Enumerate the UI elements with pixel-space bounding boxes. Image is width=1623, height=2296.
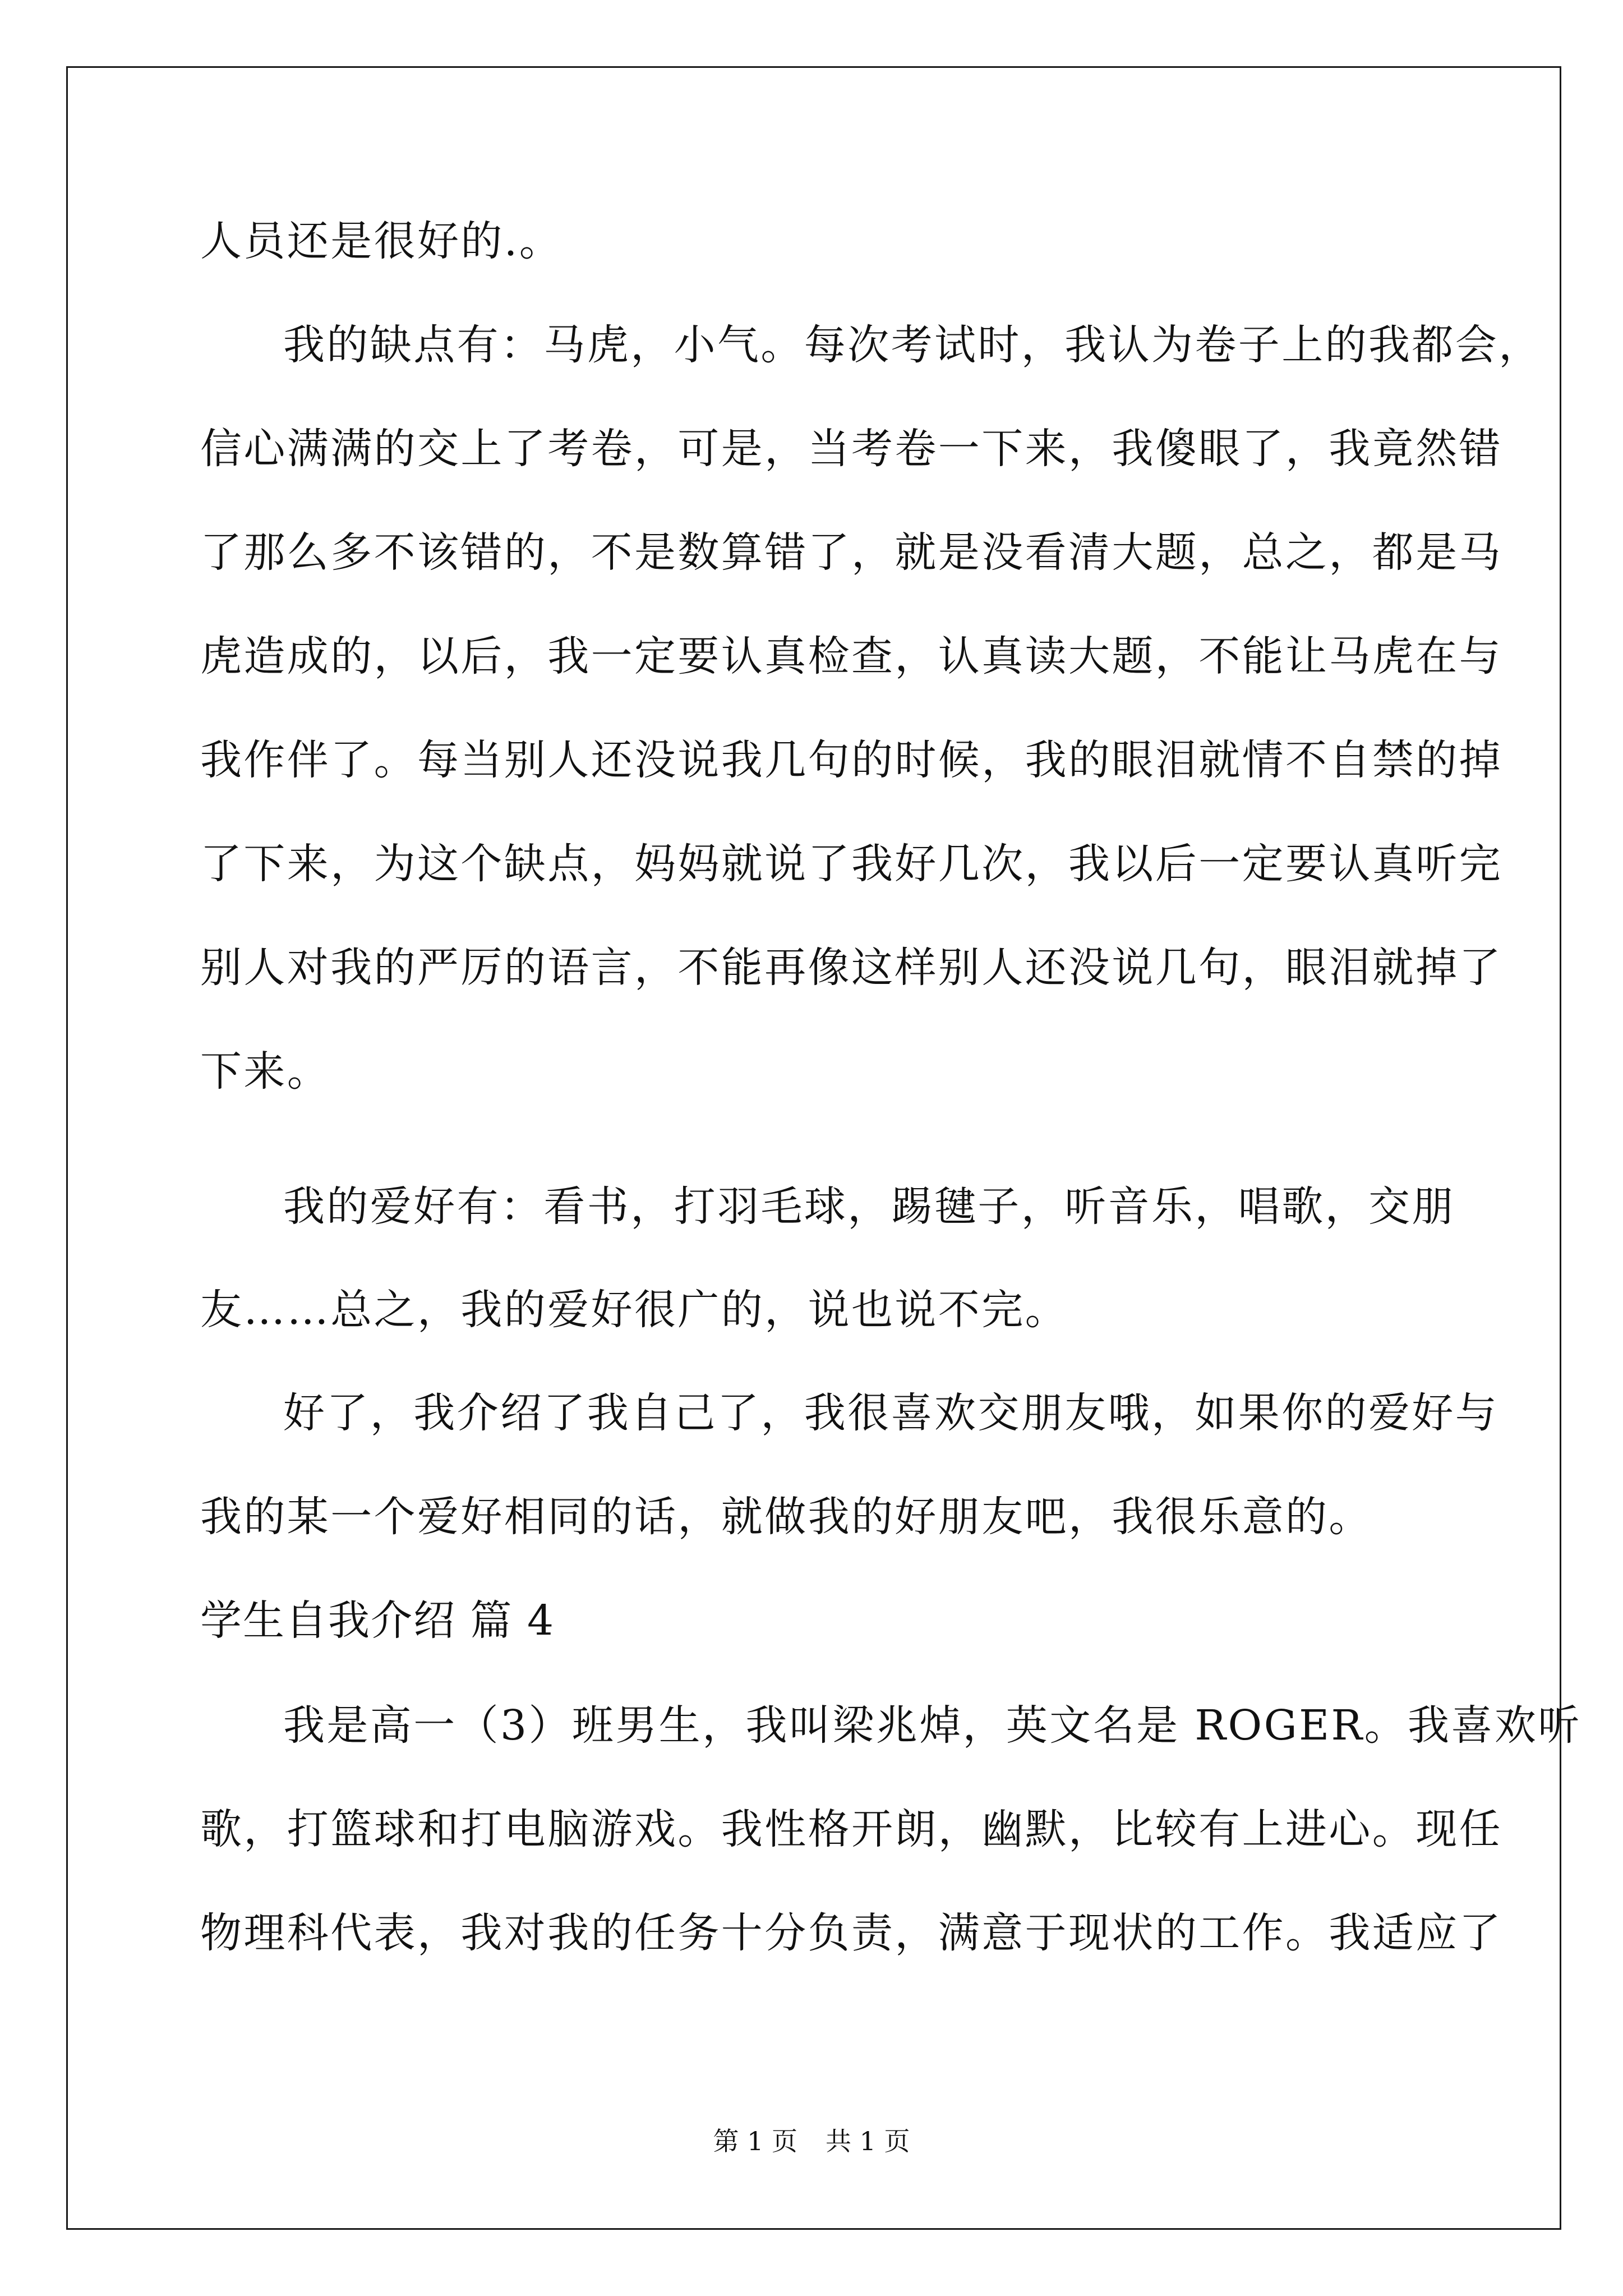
text-line: 信心满满的交上了考卷，可是，当考卷一下来，我傻眼了，我竟然错: [200, 425, 1502, 473]
text-line: 好了，我介绍了我自己了，我很喜欢交朋友哦，如果你的爱好与: [283, 1389, 1499, 1437]
text-line: 我作伴了。每当别人还没说我几句的时候，我的眼泪就情不自禁的掉: [200, 736, 1502, 784]
text-line: 别人对我的严厉的语言，不能再像这样别人还没说几句，眼泪就掉了: [200, 944, 1502, 992]
section-heading: 学生自我介绍 篇 4: [200, 1596, 555, 1645]
text-line: 歌，打篮球和打电脑游戏。我性格开朗，幽默，比较有上进心。现任: [200, 1805, 1502, 1853]
text-line: 下来。: [200, 1047, 331, 1096]
page-total: 共 1 页: [826, 2126, 910, 2156]
text-line: 我的爱好有：看书，打羽毛球，踢毽子，听音乐，唱歌，交朋: [283, 1182, 1455, 1231]
text-line: 人员还是很好的.。: [200, 217, 563, 265]
text-line: 我的缺点有：马虎，小气。每次考试时，我认为卷子上的我都会，: [283, 321, 1542, 369]
text-line: 我是高一（3）班男生，我叫梁兆焯，英文名是 ROGER。我喜欢听: [283, 1701, 1581, 1750]
text-line: 友……总之，我的爱好很广的，说也说不完。: [200, 1286, 1068, 1334]
page-footer: [0, 2124, 1623, 2158]
text-line: 虎造成的，以后，我一定要认真检查，认真读大题，不能让马虎在与: [200, 632, 1502, 680]
text-line: 了下来，为这个缺点，妈妈就说了我好几次，我以后一定要认真听完: [200, 840, 1502, 888]
text-line: 物理科代表，我对我的任务十分负责，满意于现状的工作。我适应了: [200, 1909, 1502, 1957]
text-line: 了那么多不该错的，不是数算错了，就是没看清大题，总之，都是马: [200, 528, 1502, 577]
page-number: 第 1 页: [713, 2126, 797, 2156]
text-line: 我的某一个爱好相同的话，就做我的好朋友吧，我很乐意的。: [200, 1493, 1372, 1541]
